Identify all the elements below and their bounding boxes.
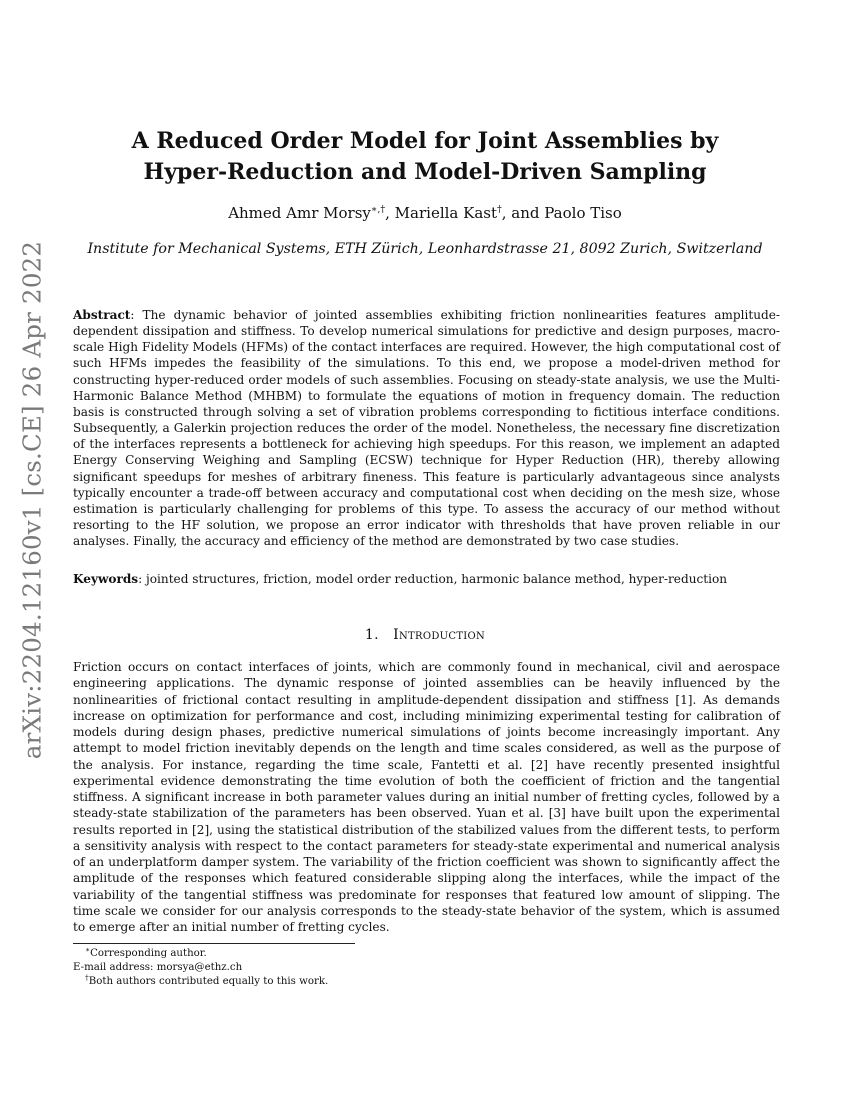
keywords-block	[73, 571, 780, 587]
paper-title	[0, 126, 850, 188]
abstract-label: Abstract	[73, 308, 131, 322]
abstract-block	[73, 307, 780, 549]
footnote-mark: †	[85, 973, 89, 982]
keywords-label: Keywords	[73, 572, 139, 586]
footnote-mark: ∗	[85, 945, 91, 954]
author-list	[0, 204, 850, 222]
abstract-text: : The dynamic behavior of jointed assemblies exhibiting friction nonlinearities features amplitude-dependent dissipation and stiffness. To develop numerical simulations for predictive and design purposes, macro-scale High Fidelity Models (HFMs) of the contact interfaces are required. However, the high computational cost of such HFMs impedes the feasibility of the simulations. To this end, we propose a model-driven method for constructing hyper-reduced order models of such assemblies. Focusing on steady-state analysis, we use the Multi-Harmonic Balance Method (MHBM) to formulate the equations of motion in frequency domain. The reduction basis is constructed through solving a set of vibration problems corresponding to fictitious interface conditions. Subsequently, a Galerkin projection reduces the order of the model. Nonetheless, the necessary fine discretization of the interfaces represents a bottleneck for achieving high speedups. For this reason, we implement an adapted Energy Conserving Weighing and Sampling (ECSW) technique for Hyper Reduction (HR), thereby allowing significant speedups for meshes of arbitrary fineness. This feature is particularly advantageous since analysts typically encounter a trade-off between accuracy and computational cost when deciding on the mesh size, whose estimation is particularly challenging for problems of this type. To assess the accuracy of our method without resorting to the HF solution, we propose an error indicator with thresholds that have proven reliable in our analyses. Finally, the accuracy and efficiency of the method are demonstrated by two case studies.	[73, 308, 780, 549]
author-name: Mariella Kast	[394, 204, 497, 222]
title-line-2: Hyper-Reduction and Model-Driven Sampling	[143, 159, 707, 185]
title-line-1: A Reduced Order Model for Joint Assemblies by	[131, 128, 719, 154]
footnote-text: Both authors contributed equally to this work.	[88, 976, 329, 987]
author-marks: ∗,†	[370, 204, 386, 215]
author-name: Paolo Tiso	[544, 204, 622, 222]
section-number: 1.	[364, 627, 379, 643]
keywords-text: : jointed structures, friction, model order reduction, harmonic balance method, hyper-reduction	[138, 572, 728, 586]
author-marks: †	[497, 204, 502, 215]
introduction-paragraph: Friction occurs on contact interfaces of joints, which are commonly found in mechanical, civil and aerospace engineering applications. The dynamic response of jointed assemblies can be heavily influenced by the nonlinearities of frictional contact resulting in amplitude-dependent dissipation and stiffness [1]. As demands increase on optimization for performance and cost, including minimizing experimental testing for calibration of models during design phases, predictive numerical simulations of joints become increasingly important. Any attempt to model friction inevitably depends on the length and time scales considered, as well as the purpose of the analysis. For instance, regarding the time scale, Fantetti et al. [2] have recently presented insightful experimental evidence demonstrating the time evolution of both the coefficient of friction and the tangential stiffness. A significant increase in both parameter values during an initial number of fretting cycles, followed by a steady-state stabilization of the parameters has been observed. Yuan et al. [3] have built upon the experimental results reported in [2], using the statistical distribution of the stabilized values from the different tests, to perform a sensitivity analysis with respect to the contact parameters for steady-state experimental and numerical analysis of an underplatform damper system. The variability of the friction coefficient was shown to significantly affect the amplitude of the responses which featured considerable slipping along the interfaces, while the impact of the variability of the tangential stiffness was predominate for responses that featured low amount of slipping. The time scale we consider for our analysis corresponds to the steady-state behavior of the system, which is assumed to emerge after an initial number of fretting cycles.	[73, 660, 780, 934]
footnote-email: E-mail address: morsya@ethz.ch	[73, 962, 243, 973]
affiliation: Institute for Mechanical Systems, ETH Zürich, Leonhardstrasse 21, 8092 Zurich, Switzerland	[87, 241, 763, 257]
arxiv-identifier: arXiv:2204.12160v1 [cs.CE] 26 Apr 2022	[17, 240, 47, 760]
footnote-corresponding	[73, 947, 473, 961]
arxiv-sidebar-stamp	[10, 240, 54, 760]
footnote-divider	[73, 943, 355, 944]
section-heading	[0, 627, 850, 643]
author-name: Ahmed Amr Morsy	[228, 204, 371, 222]
author-separator: ,	[385, 204, 395, 222]
author-separator: , and	[501, 204, 545, 222]
footnote-text: Corresponding author.	[90, 948, 207, 959]
section-title: Introduction	[393, 627, 486, 643]
footnote-equal-contribution	[73, 975, 473, 989]
footnotes	[73, 947, 473, 989]
